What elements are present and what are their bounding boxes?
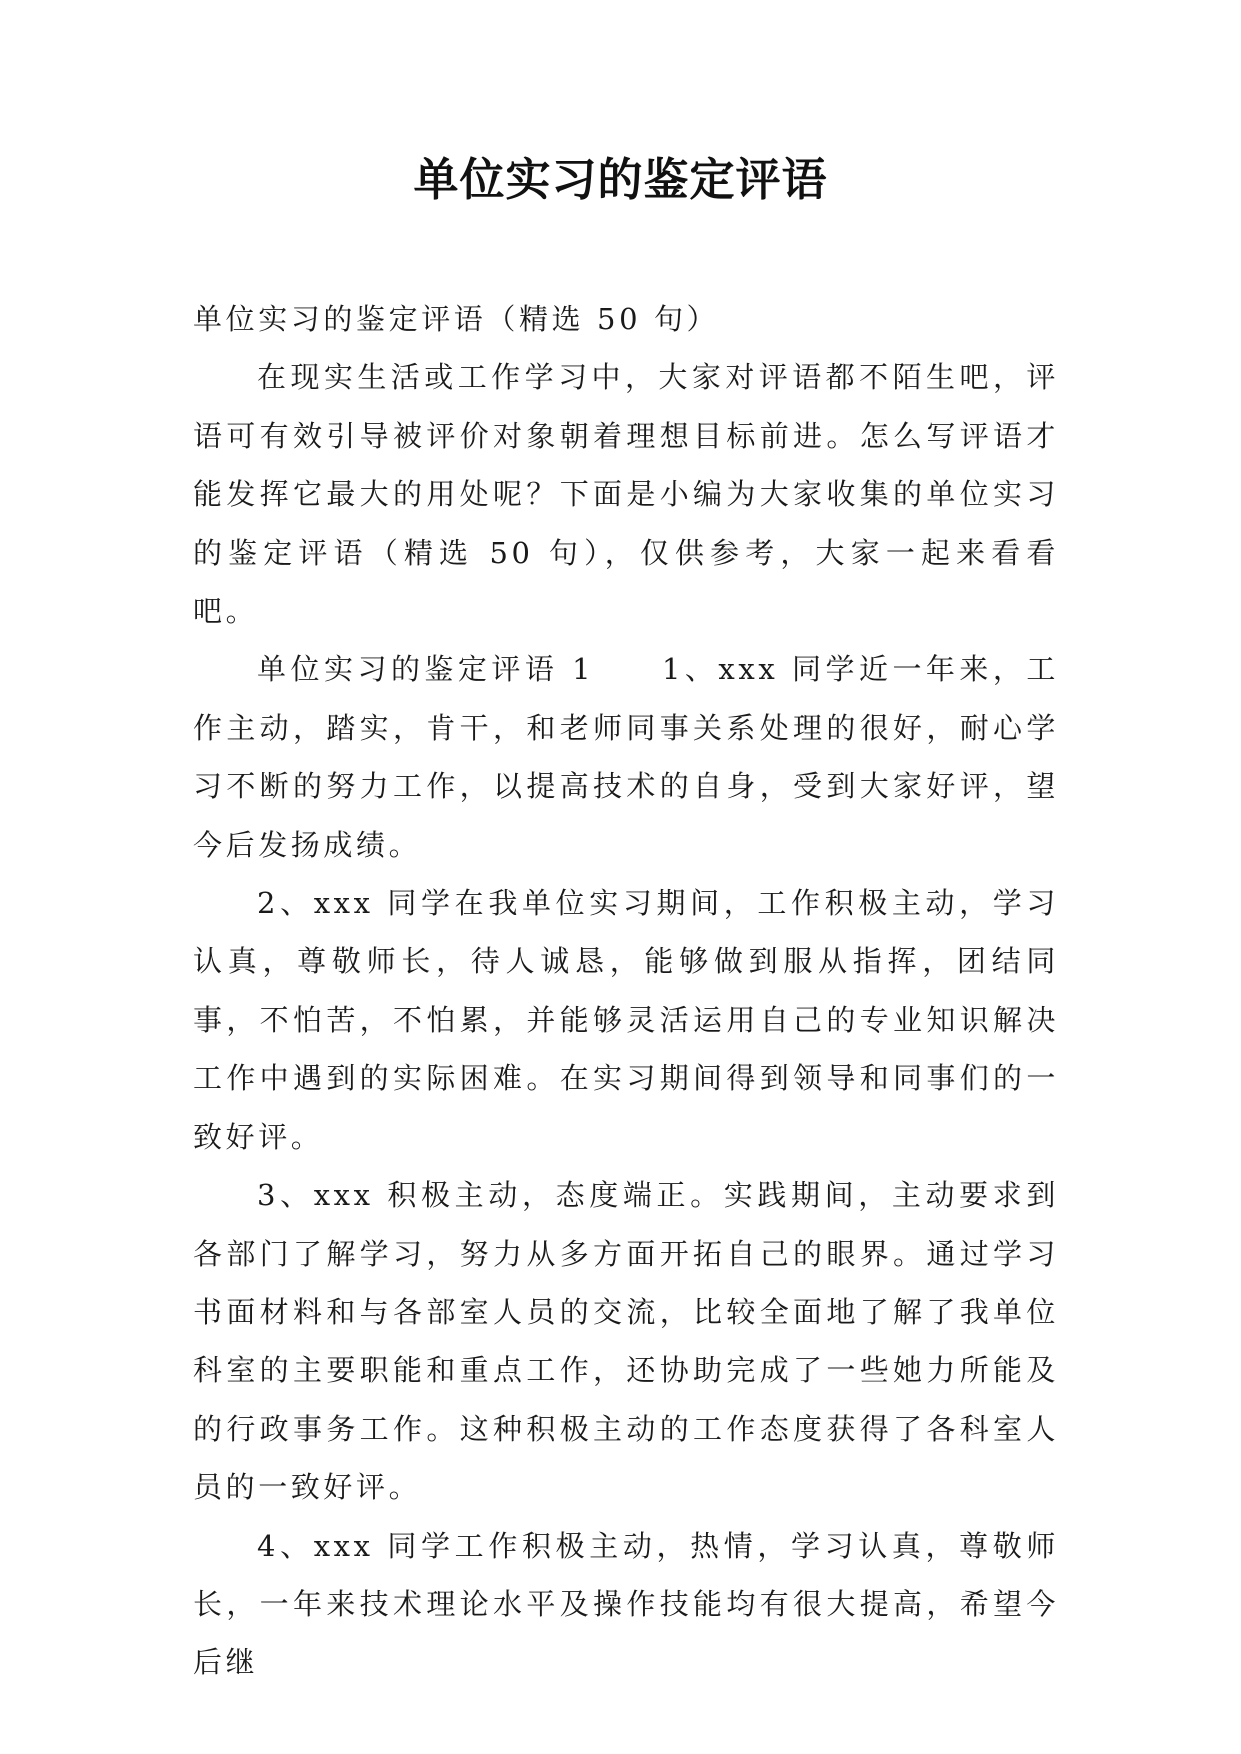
paragraph-item-3: 3、xxx 积极主动，态度端正。实践期间，主动要求到各部门了解学习，努力从多方面开拓自己的眼界。通过学习书面材料和与各部室人员的交流，比较全面地了解了我单位科室的主要职能和重点工作，还协助完成了一些她力所能及的行政事务工作。这种积极主动的工作态度获得了各科室人员的一致好评。	[193, 1178, 1059, 1505]
paragraph-item-2: 2、xxx 同学在我单位实习期间，工作积极主动，学习认真，尊敬师长，待人诚恳，能够做到服从指挥，团结同事，不怕苦，不怕累，并能够灵活运用自己的专业知识解决工作中遇到的实际困难。在实习期间得到领导和同事们的一致好评。	[193, 886, 1059, 1154]
document-subtitle: 单位实习的鉴定评语（精选 50 句）	[193, 302, 720, 336]
paragraph-intro: 在现实生活或工作学习中，大家对评语都不陌生吧，评语可有效引导被评价对象朝着理想目标前进。怎么写评语才能发挥它最大的用处呢？下面是小编为大家收集的单位实习的鉴定评语（精选 50 句），仅供参考，大家一起来看看吧。	[193, 360, 1059, 629]
document-body	[193, 290, 1059, 1692]
paragraph-item-4: 4、xxx 同学工作积极主动，热情，学习认真，尊敬师长，一年来技术理论水平及操作技能均有很大提高，希望今后继	[193, 1528, 1059, 1680]
paragraph-item-1: 单位实习的鉴定评语 1 1、xxx 同学近一年来，工作主动，踏实，肯干，和老师同事关系处理的很好，耐心学习不断的努力工作，以提高技术的自身，受到大家好评，望今后发扬成绩。	[193, 652, 1059, 862]
document-title: 单位实习的鉴定评语	[413, 153, 828, 206]
